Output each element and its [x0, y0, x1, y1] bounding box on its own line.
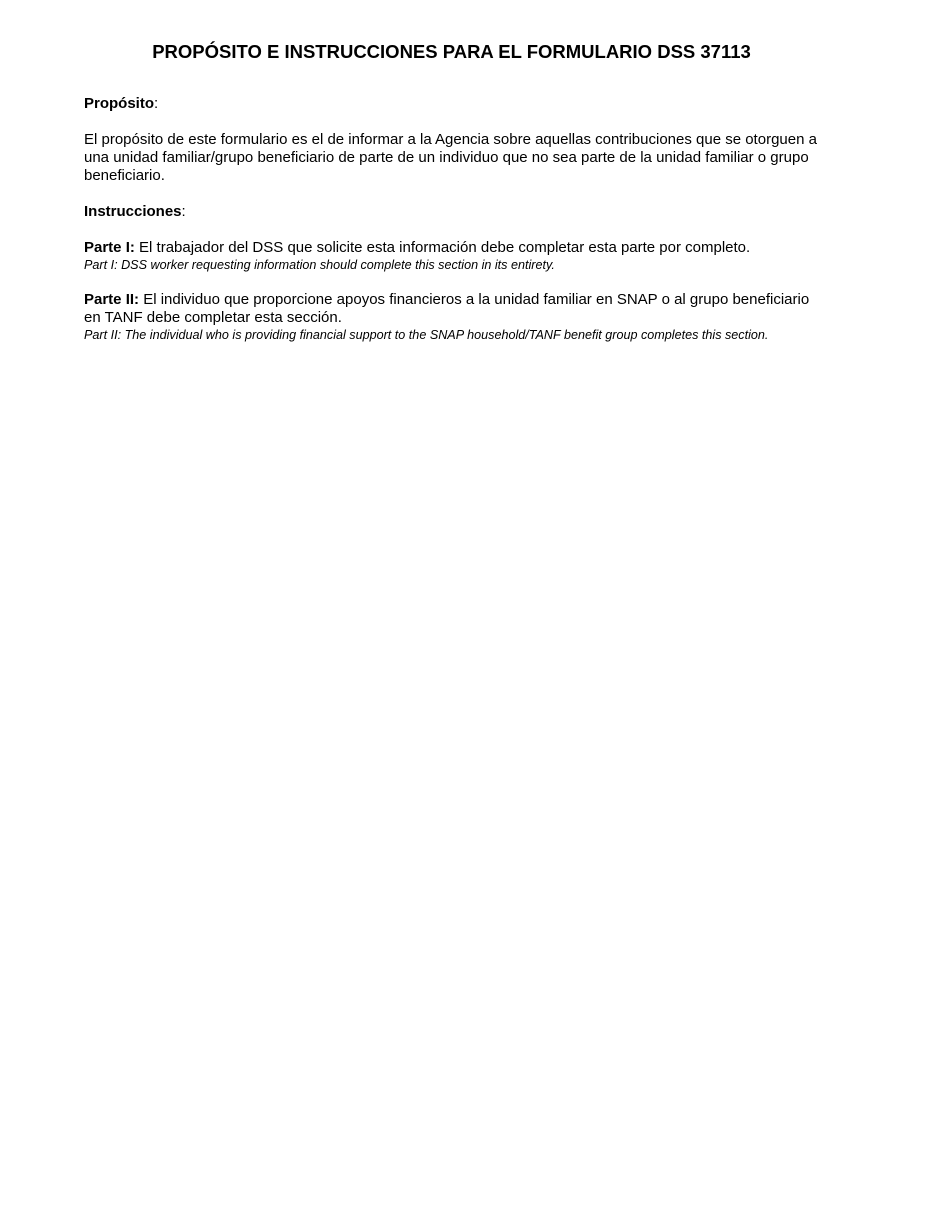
part-1-translation: Part I: DSS worker requesting information should complete this section in its entirety. [84, 258, 555, 272]
purpose-heading-colon: : [154, 95, 159, 112]
part-2-text [84, 291, 824, 327]
part-2-label: Parte II: [84, 291, 140, 308]
instructions-heading-label: Instrucciones [84, 203, 182, 220]
document-body [84, 95, 824, 343]
purpose-heading-label: Propósito [84, 95, 154, 112]
part-1-text [84, 239, 824, 257]
part-1-label: Parte I: [84, 239, 135, 256]
part-1-description: El trabajador del DSS que solicite esta información debe completar esta parte por completo. [134, 239, 751, 256]
part-2-translation: Part II: The individual who is providing financial support to the SNAP household/TANF benefit group completes this section. [84, 328, 769, 342]
purpose-heading [84, 95, 824, 113]
purpose-text: El propósito de este formulario es el de informar a la Agencia sobre aquellas contribuciones que se otorguen a una unidad familiar/grupo beneficiario de parte de un individuo que no sea parte de la unidad familiar o grupo beneficiario. [84, 131, 817, 184]
part-2-description: El individuo que proporcione apoyos financieros a la unidad familiar en SNAP o al grupo beneficiario en TANF debe completar esta sección. [84, 291, 810, 326]
instructions-heading-colon: : [181, 203, 186, 220]
instruction-part-1 [84, 239, 824, 273]
document-title: PROPÓSITO E INSTRUCCIONES PARA EL FORMULARIO DSS 37113 [152, 41, 751, 62]
instruction-part-2 [84, 291, 824, 343]
instructions-heading [84, 203, 824, 221]
